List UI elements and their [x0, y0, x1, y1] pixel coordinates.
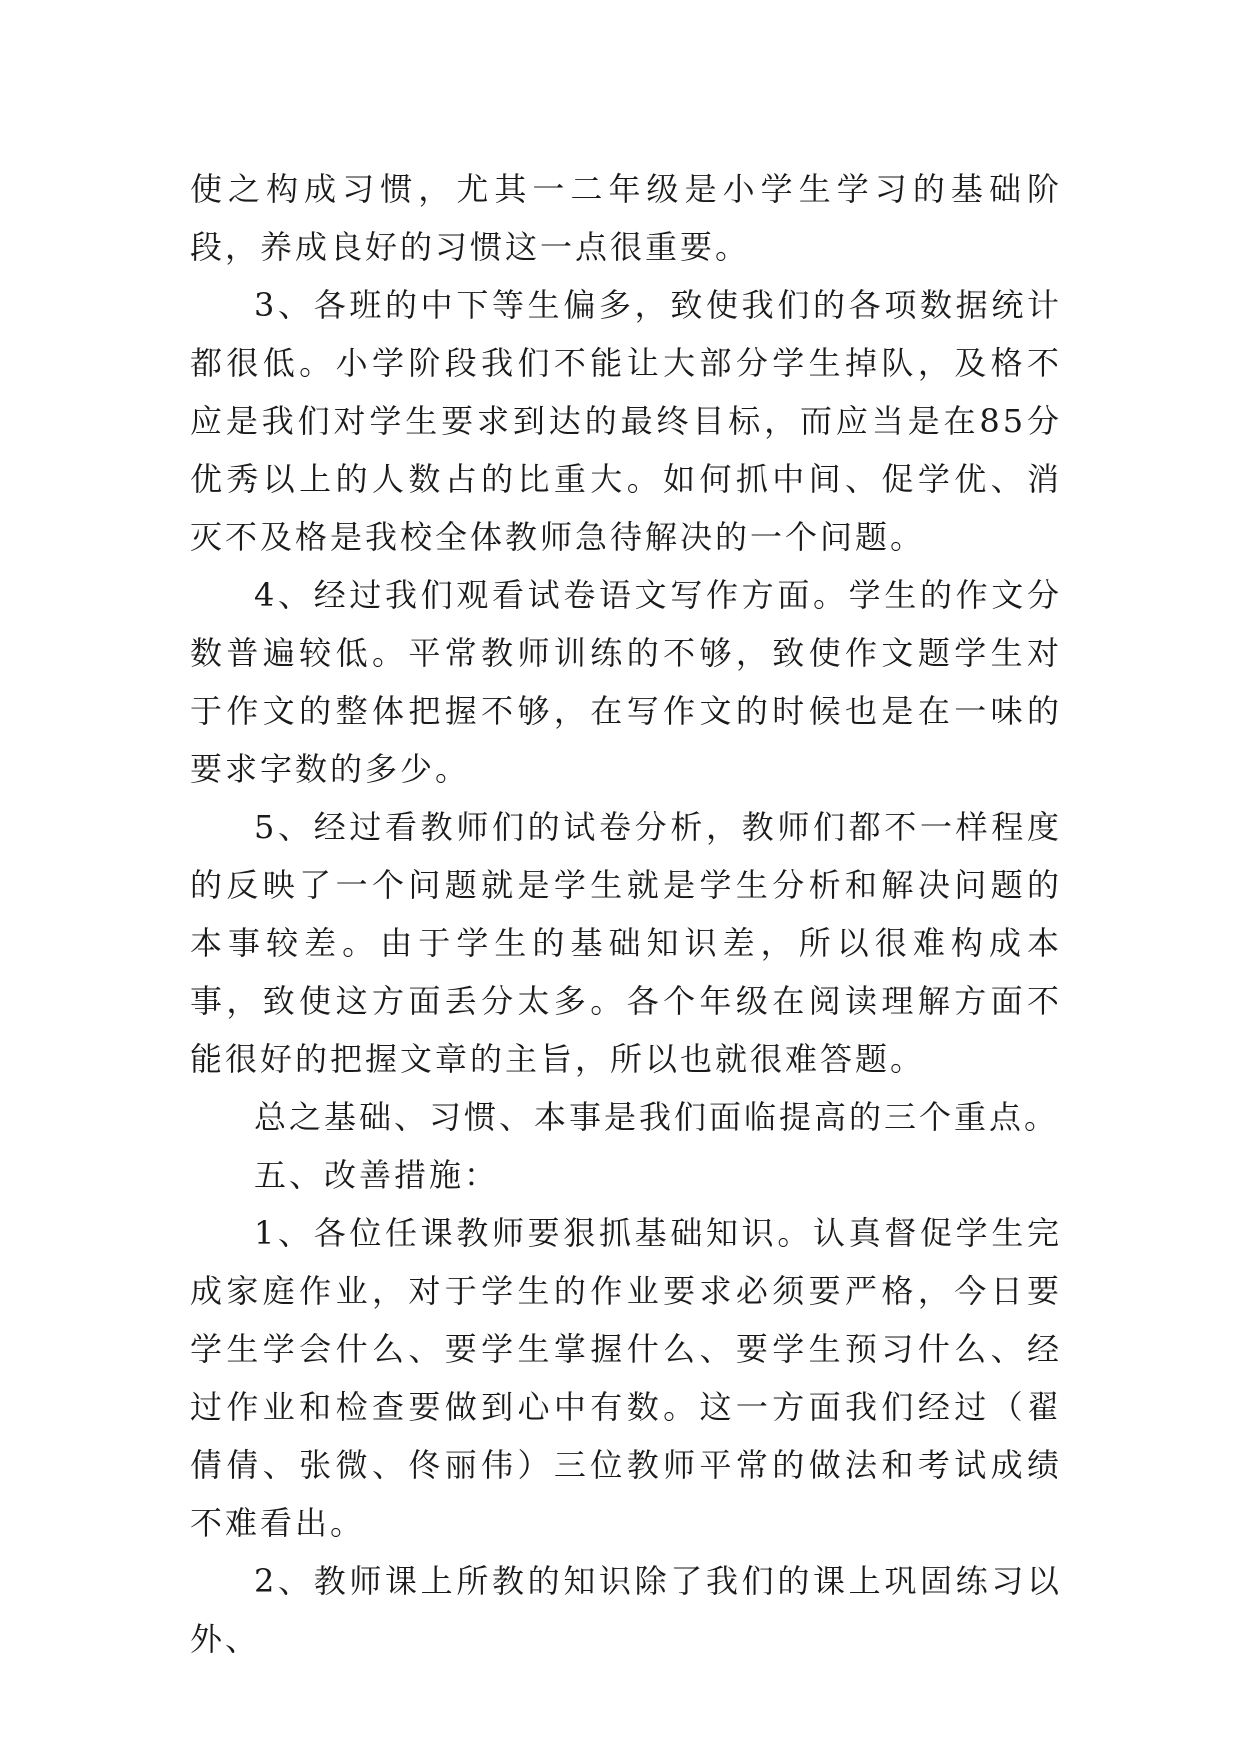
section-heading-improvement: 五、改善措施： — [254, 1156, 500, 1194]
paragraph-point-3: 3、各班的中下等生偏多，致使我们的各项数据统计都很低。小学阶段我们不能让大部分学生掉队，及格不应是我们对学生要求到达的最终目标，而应当是在85分优秀以上的人数占的比重大。如何抓中间、促学优、消灭不及格是我校全体教师急待解决的一个问题。 — [190, 286, 1062, 556]
paragraph-measure-1: 1、各位任课教师要狠抓基础知识。认真督促学生完成家庭作业，对于学生的作业要求必须要严格，今日要学生学会什么、要学生掌握什么、要学生预习什么、经过作业和检查要做到心中有数。这一方面我们经过（翟倩倩、张微、佟丽伟）三位教师平常的做法和考试成绩不难看出。 — [190, 1214, 1062, 1542]
document-body — [190, 160, 1062, 1668]
paragraph-point-4: 4、经过我们观看试卷语文写作方面。学生的作文分数普遍较低。平常教师训练的不够，致使作文题学生对于作文的整体把握不够，在写作文的时候也是在一味的要求字数的多少。 — [190, 576, 1062, 788]
paragraph-point-5: 5、经过看教师们的试卷分析，教师们都不一样程度的反映了一个问题就是学生就是学生分析和解决问题的本事较差。由于学生的基础知识差，所以很难构成本事，致使这方面丢分太多。各个年级在阅读理解方面不能很好的把握文章的主旨，所以也就很难答题。 — [190, 808, 1062, 1078]
paragraph-habits-continuation: 使之构成习惯，尤其一二年级是小学生学习的基础阶段，养成良好的习惯这一点很重要。 — [190, 170, 1062, 266]
paragraph-summary: 总之基础、习惯、本事是我们面临提高的三个重点。 — [254, 1098, 1060, 1136]
paragraph-measure-2: 2、教师课上所教的知识除了我们的课上巩固练习以外、 — [190, 1562, 1062, 1658]
